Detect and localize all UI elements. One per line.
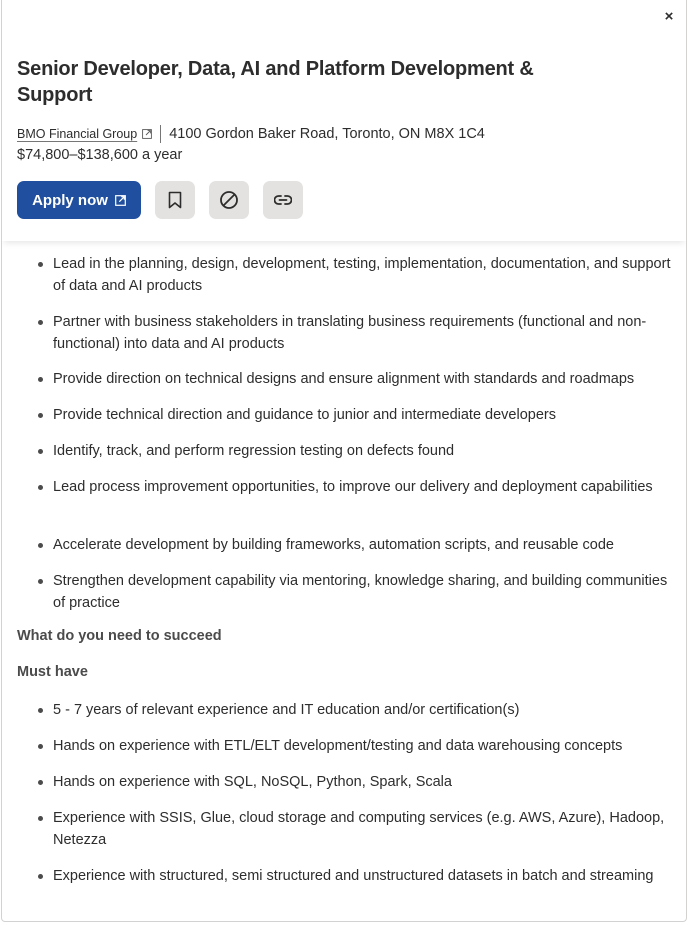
job-location: 4100 Gordon Baker Road, Toronto, ON M8X 1C4 xyxy=(169,126,485,142)
apply-now-label: Apply now xyxy=(32,191,108,209)
list-item-text: Provide direction on technical designs and ensure alignment with standards and roadmaps xyxy=(53,371,635,387)
list-item-text: Experience with SSIS, Glue, cloud storage and computing services (e.g. AWS, Azure), Hadoop, Netezza xyxy=(53,810,665,848)
list-item-text: Accelerate development by building frameworks, automation scripts, and reusable code xyxy=(53,537,614,553)
section-heading: What do you need to succeed xyxy=(17,628,222,644)
not-interested-icon xyxy=(219,190,239,210)
company-name: BMO Financial Group xyxy=(17,127,138,141)
list-item-text: Identify, track, and perform regression testing on defects found xyxy=(53,443,455,459)
bullet xyxy=(38,780,43,785)
list-item-text: Experience with structured, semi structured and unstructured datasets in batch and streaming xyxy=(53,868,654,884)
copy-link-button[interactable] xyxy=(263,181,303,219)
apply-now-button[interactable] xyxy=(17,181,141,219)
bullet xyxy=(38,543,43,548)
external-link-icon xyxy=(142,129,152,139)
bullet xyxy=(38,744,43,749)
bullet xyxy=(38,449,43,454)
list-item-text: Hands on experience with ETL/ELT development/testing and data warehousing concepts xyxy=(53,738,623,754)
list-item-text: Strengthen development capability via mentoring, knowledge sharing, and building communities of practice xyxy=(53,573,668,611)
list-item-text: 5 - 7 years of relevant experience and IT education and/or certification(s) xyxy=(53,702,520,718)
bullet xyxy=(38,816,43,821)
bullet xyxy=(38,320,43,325)
not-interested-button[interactable] xyxy=(209,181,249,219)
bullet xyxy=(38,708,43,713)
external-link-icon xyxy=(115,195,126,206)
bullet xyxy=(38,485,43,490)
list-item-text: Hands on experience with SQL, NoSQL, Python, Spark, Scala xyxy=(53,774,452,790)
action-bar xyxy=(17,181,303,219)
close-icon[interactable]: × xyxy=(664,8,674,25)
job-meta xyxy=(17,124,485,144)
list-item-text: Lead in the planning, design, development, testing, implementation, documentation, and support of data and AI products xyxy=(53,256,671,294)
subsection-heading: Must have xyxy=(17,664,88,680)
bookmark-icon xyxy=(167,191,183,209)
bullet xyxy=(38,874,43,879)
bullet xyxy=(38,377,43,382)
job-header xyxy=(2,0,686,241)
link-icon xyxy=(274,194,292,206)
bullet xyxy=(38,413,43,418)
list-item-text: Lead process improvement opportunities, to improve our delivery and deployment capabilities xyxy=(53,479,653,495)
job-salary: $74,800–$138,600 a year xyxy=(17,147,183,163)
list-item-text: Partner with business stakeholders in translating business requirements (functional and non-functional) into data and AI products xyxy=(53,314,647,352)
job-details-panel xyxy=(1,0,687,922)
job-title: Senior Developer, Data, AI and Platform Development & Support xyxy=(17,58,534,106)
bullet xyxy=(38,262,43,267)
save-job-button[interactable] xyxy=(155,181,195,219)
list-item-text: Provide technical direction and guidance to junior and intermediate developers xyxy=(53,407,556,423)
bullet xyxy=(38,579,43,584)
divider xyxy=(160,125,161,143)
company-link[interactable] xyxy=(17,127,152,141)
